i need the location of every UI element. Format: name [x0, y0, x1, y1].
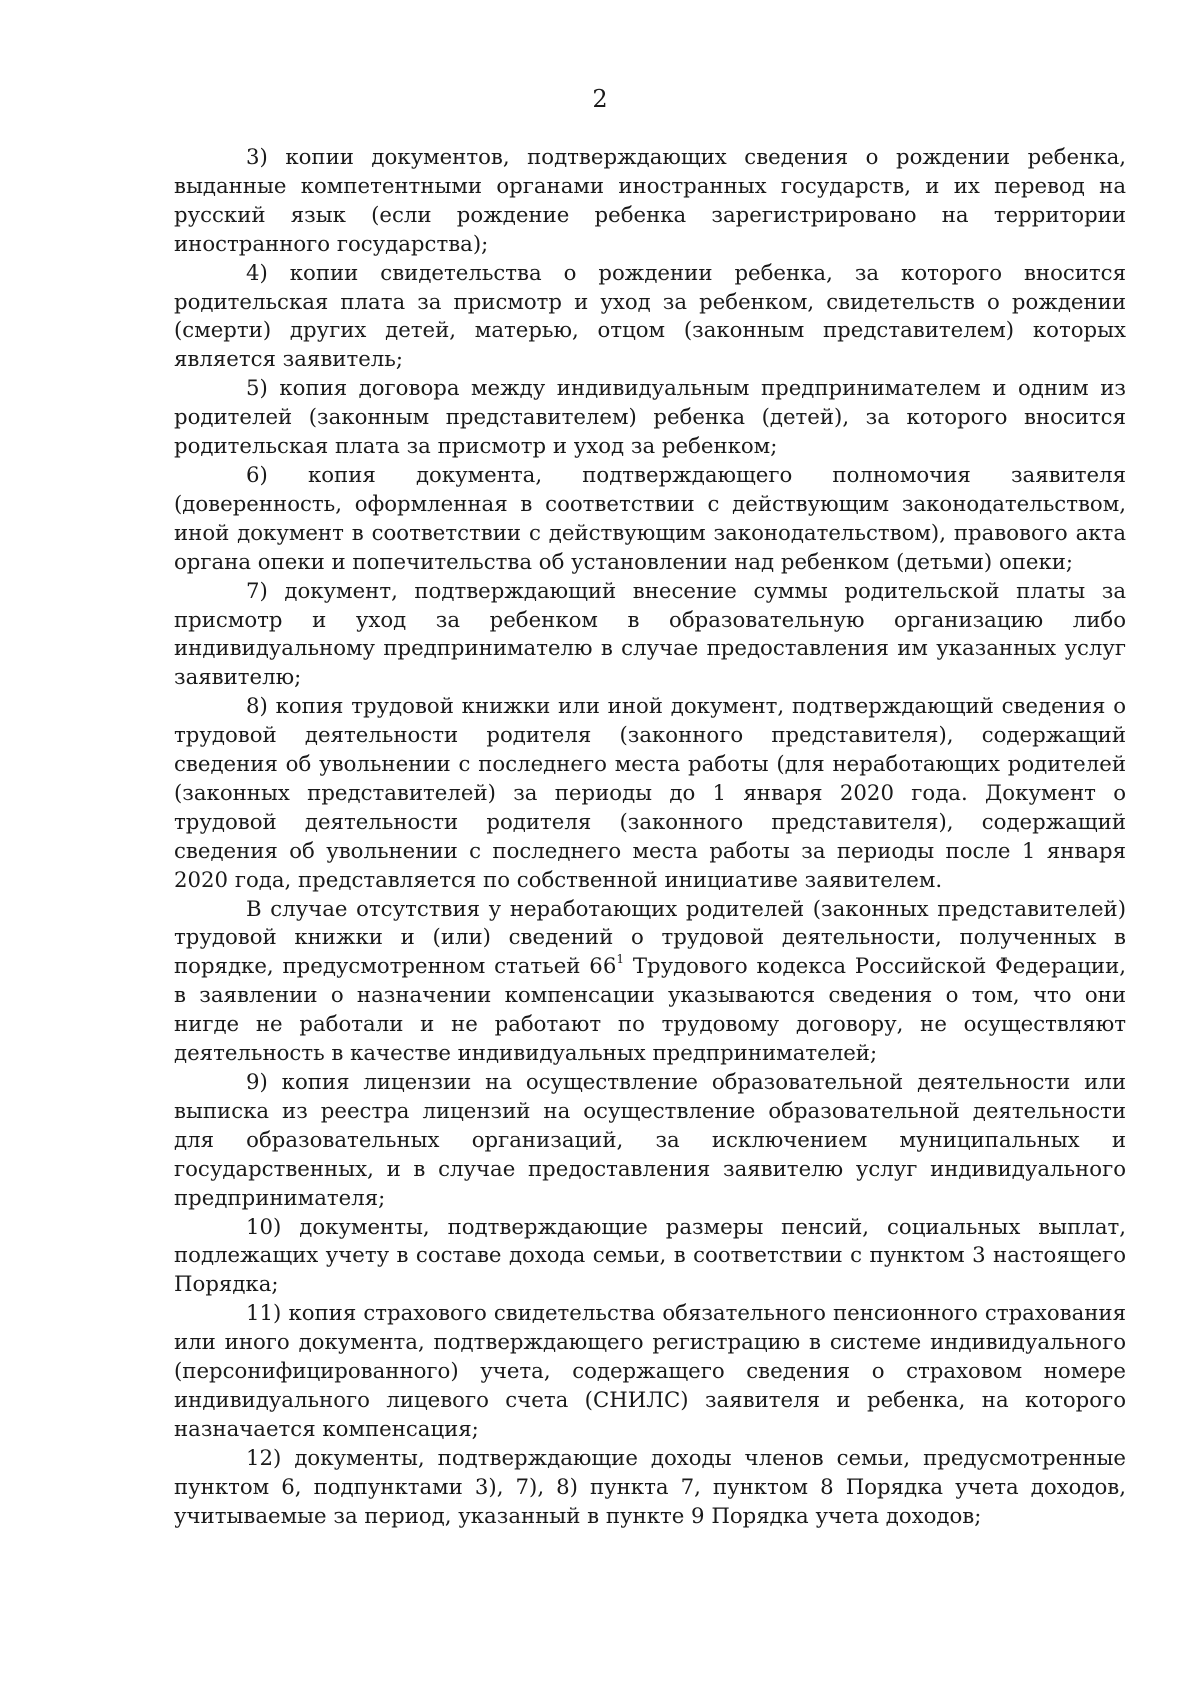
list-item-11: 11) копия страхового свидетельства обязательного пенсионного страхования или иного документа, подтверждающего регистрацию в системе индивидуального (персонифицированного) учета, содержащего сведения о страховом номере индивидуального лицевого счета (СНИЛС) заявителя и ребенка, на которого назначается компенсация; — [174, 1301, 1126, 1442]
document-body — [174, 144, 1126, 1532]
note-text-before: В случае отсутствия у неработающих родителей (законных представителей) трудовой книжки и (или) сведений о трудовой деятельности, полученных в порядке, предусмотренном статьей 66 — [174, 896, 1126, 980]
list-item-8: 8) копия трудовой книжки или иной документ, подтверждающий сведения о трудовой деятельности родителя (законного представителя), содержащий сведения об увольнении с последнего места работы (для неработающих родителей (законных представителей) за периоды до 1 января 2020 года. Документ о трудовой деятельности родителя (законного представителя), содержащий сведения об увольнении с последнего места работы за периоды после 1 января 2020 года, представляется по собственной инициативе заявителем. — [174, 694, 1126, 893]
list-item-3: 3) копии документов, подтверждающих сведения о рождении ребенка, выданные компетентными органами иностранных государств, и их перевод на русский язык (если рождение ребенка зарегистрировано на территории иностранного государства); — [174, 145, 1126, 257]
list-item-5: 5) копия договора между индивидуальным предпринимателем и одним из родителей (законным представителем) ребенка (детей), за которого вносится родительская плата за присмотр и уход за ребенком; — [174, 376, 1126, 460]
list-item-12: 12) документы, подтверждающие доходы членов семьи, предусмотренные пунктом 6, подпунктами 3), 7), 8) пункта 7, пунктом 8 Порядка учета доходов, учитываемые за период, указанный в пункте 9 Порядка учета доходов; — [174, 1445, 1126, 1529]
list-item-7: 7) документ, подтверждающий внесение суммы родительской платы за присмотр и уход за ребенком в образовательную организацию либо индивидуальному предпринимателю в случае предоставления им указанных услуг заявителю; — [174, 578, 1126, 691]
page-number: 2 — [592, 85, 608, 113]
list-item-10: 10) документы, подтверждающие размеры пенсий, социальных выплат, подлежащих учету в составе дохода семьи, в соответствии с пунктом 3 настоящего Порядка; — [174, 1214, 1126, 1298]
note-paragraph — [174, 896, 1126, 1069]
note-text-after: Трудового кодекса Российской Федерации, в заявлении о назначении компенсации указываются сведения о том, что они нигде не работали и не работают по трудовому договору, не осуществляют деятельность в качестве индивидуальных предпринимателей; — [174, 954, 1127, 1067]
list-item-9: 9) копия лицензии на осуществление образовательной деятельности или выписка из реестра лицензий на осуществление образовательной деятельности для образовательных организаций, за исключением муниципальных и государственных, и в случае предоставления заявителю услуг индивидуального предпринимателя; — [174, 1070, 1126, 1211]
list-item-6: 6) копия документа, подтверждающего полномочия заявителя (доверенность, оформленная в соответствии с действующим законодательством, иной документ в соответствии с действующим законодательством), правового акта органа опеки и попечительства об установлении над ребенком (детьми) опеки; — [174, 462, 1126, 575]
note-superscript: 1 — [616, 952, 624, 967]
list-item-4: 4) копии свидетельства о рождении ребенка, за которого вносится родительская плата за присмотр и уход за ребенком, свидетельств о рождении (смерти) других детей, матерью, отцом (законным представителем) которых является заявитель; — [174, 260, 1126, 373]
